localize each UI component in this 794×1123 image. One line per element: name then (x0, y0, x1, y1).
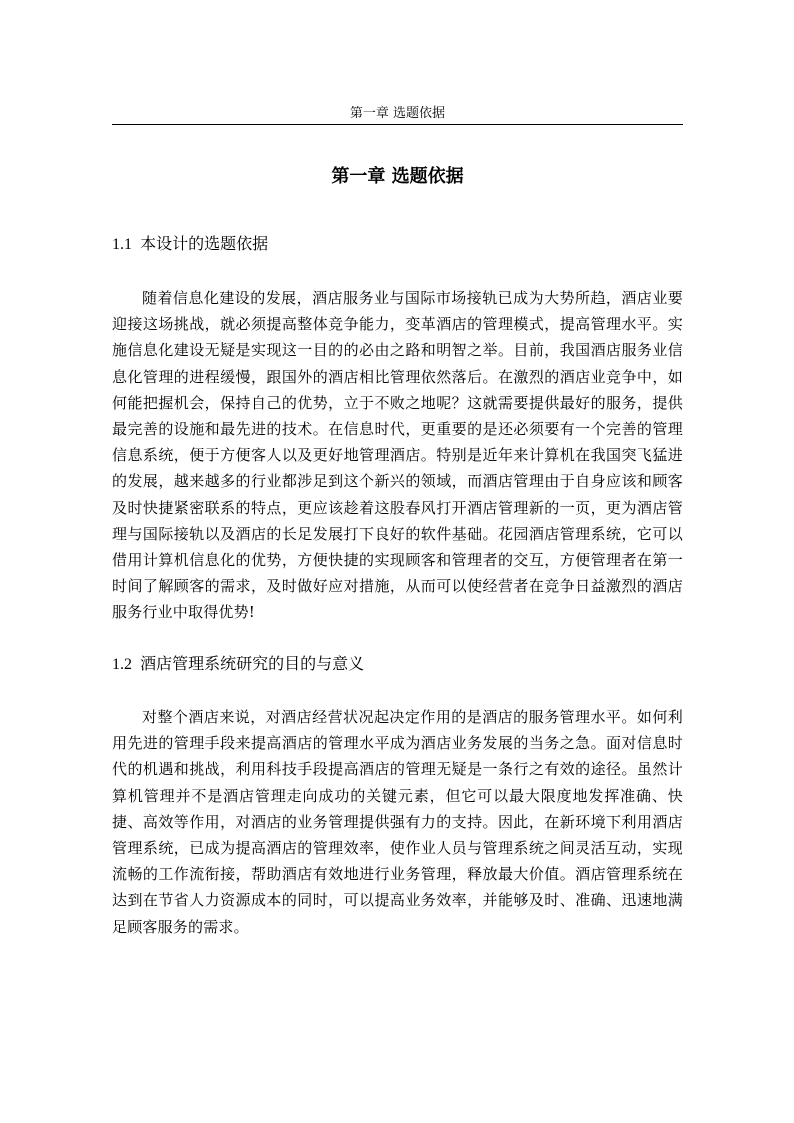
running-header-title: 第一章 选题依据 (349, 106, 446, 121)
running-header (112, 104, 683, 125)
section-1-1-paragraph: 随着信息化建设的发展，酒店服务业与国际市场接轨已成为大势所趋，酒店业要迎接这场挑战，就必须提高整体竞争能力，变革酒店的管理模式，提高管理水平。实施信息化建设无疑是实现这一目的的必由之路和明智之举。目前，我国酒店服务业信息化管理的进程缓慢，跟国外的酒店相比管理依然落后。在激烈的酒店业竞争中，如何能把握机会，保持自己的优势，立于不败之地呢？这就需要提供最好的服务，提供最完善的设施和最先进的技术。在信息时代，更重要的是还必须要有一个完善的管理信息系统，便于方便客人以及更好地管理酒店。特别是近年来计算机在我国突飞猛进的发展，越来越多的行业都涉足到这个新兴的领域，而酒店管理由于自身应该和顾客及时快捷紧密联系的特点，更应该趁着这股春风打开酒店管理新的一页，更为酒店管理与国际接轨以及酒店的长足发展打下良好的软件基础。花园酒店管理系统，它可以借用计算机信息化的优势，方便快捷的实现顾客和管理者的交互，方便管理者在第一时间了解顾客的需求，及时做好应对措施，从而可以使经营者在竞争日益激烈的酒店服务行业中取得优势! (112, 289, 683, 622)
chapter-title: 第一章 选题依据 (331, 166, 464, 187)
section-number: 1.1 (112, 236, 132, 253)
section-title: 本设计的选题依据 (140, 234, 269, 253)
section-heading-1-1 (112, 232, 683, 257)
section-heading-1-2 (112, 652, 683, 677)
section-number: 1.2 (112, 656, 132, 673)
section-title: 酒店管理系统研究的目的与意义 (140, 654, 365, 673)
section-1-2-paragraph: 对整个酒店来说，对酒店经营状况起决定作用的是酒店的服务管理水平。如何利用先进的管理手段来提高酒店的管理水平成为酒店业务发展的当务之急。面对信息时代的机遇和挑战，利用科技手段提高酒店的管理无疑是一条行之有效的途径。虽然计算机管理并不是酒店管理走向成功的关键元素，但它可以最大限度地发挥准确、快捷、高效等作用，对酒店的业务管理提供强有力的支持。因此，在新环境下利用酒店管理系统，已成为提高酒店的管理效率，使作业人员与管理系统之间灵活互动，实现流畅的工作流衔接，帮助酒店有效地进行业务管理，释放最大价值。酒店管理系统在达到在节省人力资源成本的同时，可以提高业务效率，并能够及时、准确、迅速地满足顾客服务的需求。 (112, 708, 683, 936)
